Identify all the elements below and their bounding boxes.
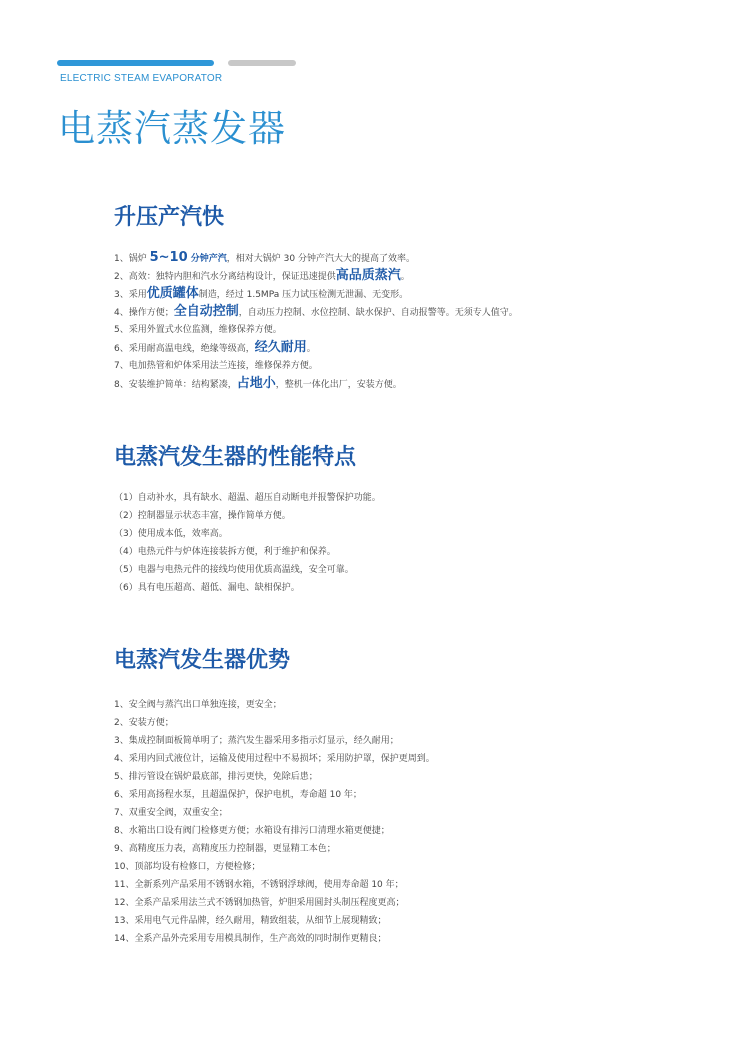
list-item: 9、高精度压力表，高精度压力控制器，更显精工本色；: [114, 844, 336, 854]
feature-list: [114, 249, 518, 393]
section-heading: 电蒸汽发生器的性能特点: [114, 445, 357, 470]
list-item: （6）具有电压超高、超低、漏电、缺相保护。: [114, 583, 300, 593]
section-heading: 升压产汽快: [114, 205, 225, 230]
list-item: 5、采用外置式水位监测，维修保养方便。: [114, 325, 282, 335]
accent-bar-blue: [57, 60, 214, 66]
list-item: 11、全新系列产品采用不锈钢水箱，不锈钢浮球阀，使用寿命超 10 年；: [114, 880, 404, 890]
list-item: 10、顶部均设有检修口，方便检修；: [114, 862, 261, 872]
section-advantages: [114, 643, 435, 948]
list-item: 6、采用高扬程水泵，且超温保护，保护电机，寿命超 10 年；: [114, 790, 362, 800]
eyebrow-text: ELECTRIC STEAM EVAPORATOR: [60, 73, 223, 84]
list-item: 12、全系产品采用法兰式不锈钢加热管，炉胆采用圆封头制压程度更高；: [114, 898, 405, 908]
list-item: 7、双重安全阀，双重安全；: [114, 808, 228, 818]
list-item: 8、水箱出口设有阀门检修更方便；水箱设有排污口清理水箱更便捷；: [114, 826, 390, 836]
accent-bar-gray: [228, 60, 296, 66]
list-item: （5）电器与电热元件的接线均使用优质高温线，安全可靠。: [114, 565, 354, 575]
list-item: 1、锅炉 5~10 分钟产汽，相对大锅炉 30 分钟产汽大大的提高了效率。: [114, 250, 415, 265]
list-item: 4、操作方便；全自动控制，自动压力控制、水位控制、缺水保护、自动报警等。无须专人值守。: [114, 304, 518, 319]
list-item: 7、电加热管和炉体采用法兰连接，维修保养方便。: [114, 361, 318, 371]
list-item: （2）控制器显示状态丰富，操作简单方便。: [114, 511, 291, 521]
list-item: 2、安装方便；: [114, 718, 174, 728]
list-item: 5、排污管设在锅炉最底部，排污更快，免除后患；: [114, 772, 318, 782]
list-item: 6、采用耐高温电线，绝缘等级高，经久耐用。: [114, 340, 316, 355]
list-item: （1）自动补水，具有缺水、超温、超压自动断电并报警保护功能。: [114, 493, 381, 503]
feature-list: [114, 696, 435, 948]
section-heading: 电蒸汽发生器优势: [114, 648, 291, 673]
section-fast-steam: [114, 200, 518, 393]
page-title: 电蒸汽蒸发器: [58, 107, 286, 150]
list-item: 13、采用电气元件品牌，经久耐用，精致组装，从细节上展现精致；: [114, 916, 387, 926]
list-item: （4）电热元件与炉体连接装拆方便，利于维护和保养。: [114, 547, 336, 557]
section-performance: [114, 440, 381, 597]
list-item: 4、采用内回式液位计，运输及使用过程中不易损坏；采用防护罩，保护更周到。: [114, 754, 435, 764]
list-item: 3、集成控制面板简单明了；蒸汽发生器采用多指示灯显示，经久耐用；: [114, 736, 399, 746]
list-item: （3）使用成本低，效率高。: [114, 529, 228, 539]
list-item: 1、安全阀与蒸汽出口单独连接，更安全；: [114, 700, 282, 710]
list-item: 3、采用优质罐体制造，经过 1.5MPa 压力试压检测无泄漏、无变形。: [114, 286, 409, 301]
feature-list: [114, 489, 381, 597]
list-item: 2、高效：独特内胆和汽水分离结构设计，保证迅速提供高品质蒸汽。: [114, 268, 410, 283]
list-item: 14、全系产品外壳采用专用模具制作，生产高效的同时制作更精良；: [114, 934, 387, 944]
list-item: 8、安装维护简单：结构紧凑，占地小，整机一体化出厂，安装方便。: [114, 376, 402, 391]
